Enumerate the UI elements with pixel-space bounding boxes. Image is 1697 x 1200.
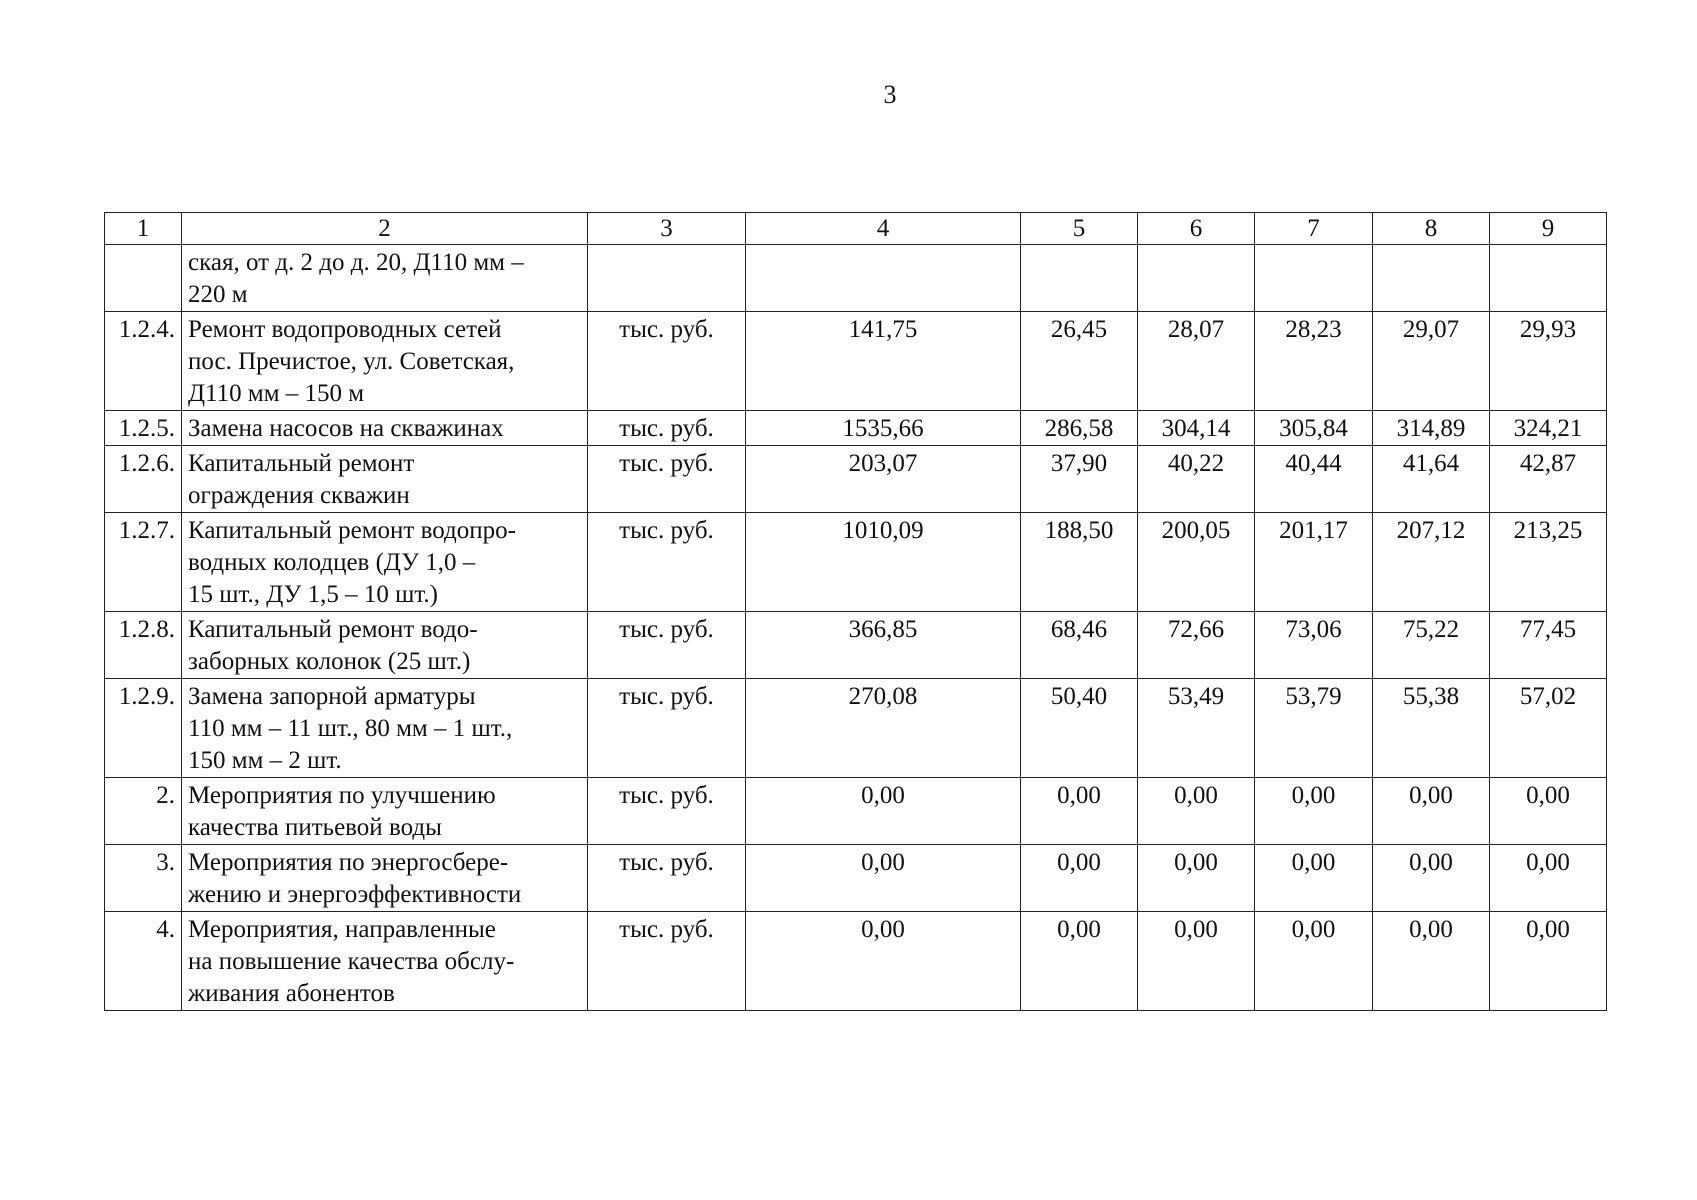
row-name-line: ограждения скважин	[188, 482, 410, 509]
header-cell-9: 9	[1490, 213, 1607, 245]
row-unit-cell: тыс. руб.	[588, 612, 746, 679]
row-value-cell: 68,46	[1021, 612, 1138, 679]
row-value-cell: 0,00	[746, 845, 1021, 912]
row-value-cell: 37,90	[1021, 446, 1138, 513]
row-unit-cell: тыс. руб.	[588, 513, 746, 612]
row-value-cell: 270,08	[746, 679, 1021, 778]
table-row	[105, 312, 1607, 411]
row-name-line: Капитальный ремонт водо-	[188, 616, 478, 643]
row-value-cell: 0,00	[1490, 912, 1607, 1011]
row-name-line: Ремонт водопроводных сетей	[188, 316, 502, 343]
row-value-cell: 53,49	[1138, 679, 1255, 778]
table-row	[105, 612, 1607, 679]
row-name-line: ская, от д. 2 до д. 20, Д110 мм –	[188, 249, 524, 276]
row-unit-cell: тыс. руб.	[588, 411, 746, 446]
row-value-cell: 0,00	[1490, 778, 1607, 845]
row-value-cell: 55,38	[1373, 679, 1490, 778]
row-name-cell	[182, 513, 588, 612]
row-value-cell: 0,00	[1373, 778, 1490, 845]
row-name-cell	[182, 679, 588, 778]
row-name-line: Мероприятия по энергосбере-	[188, 849, 509, 876]
row-name-cell	[182, 845, 588, 912]
row-value-cell: 50,40	[1021, 679, 1138, 778]
row-value-cell: 305,84	[1255, 411, 1373, 446]
table-row	[105, 679, 1607, 778]
table-row	[105, 845, 1607, 912]
row-name-cell	[182, 411, 588, 446]
row-name-line: Мероприятия, направленные	[188, 916, 496, 943]
row-number-cell: 1.2.7.	[105, 513, 182, 612]
row-value-cell: 213,25	[1490, 513, 1607, 612]
row-name-line: живания абонентов	[188, 980, 395, 1007]
row-value-cell: 42,87	[1490, 446, 1607, 513]
row-name-cell	[182, 778, 588, 845]
row-value-cell: 314,89	[1373, 411, 1490, 446]
row-name-cell	[182, 245, 588, 312]
row-name-line: Замена запорной арматуры	[188, 683, 476, 710]
row-name-line: водных колодцев (ДУ 1,0 –	[188, 549, 476, 576]
table-row	[105, 245, 1607, 312]
row-value-cell: 141,75	[746, 312, 1021, 411]
table-row	[105, 411, 1607, 446]
row-value-cell	[1138, 245, 1255, 312]
row-value-cell: 0,00	[1255, 845, 1373, 912]
table-row	[105, 912, 1607, 1011]
row-name-line: Капитальный ремонт водопро-	[188, 517, 516, 544]
row-value-cell: 0,00	[1373, 845, 1490, 912]
row-value-cell: 29,07	[1373, 312, 1490, 411]
row-value-cell: 201,17	[1255, 513, 1373, 612]
header-cell-5: 5	[1021, 213, 1138, 245]
row-number-cell	[105, 245, 182, 312]
row-value-cell: 75,22	[1373, 612, 1490, 679]
row-name-cell	[182, 612, 588, 679]
row-name-line: Замена насосов на скважинах	[188, 415, 504, 442]
row-number-cell: 2.	[105, 778, 182, 845]
table-row	[105, 446, 1607, 513]
row-name-line: пос. Пречистое, ул. Советская,	[188, 348, 515, 375]
row-value-cell: 0,00	[1255, 778, 1373, 845]
row-name-line: Д110 мм – 150 м	[188, 380, 365, 407]
row-number-cell: 1.2.5.	[105, 411, 182, 446]
row-value-cell: 26,45	[1021, 312, 1138, 411]
row-value-cell: 0,00	[1021, 845, 1138, 912]
row-value-cell: 304,14	[1138, 411, 1255, 446]
row-value-cell: 0,00	[1021, 912, 1138, 1011]
row-name-cell	[182, 912, 588, 1011]
row-value-cell: 207,12	[1373, 513, 1490, 612]
row-unit-cell: тыс. руб.	[588, 778, 746, 845]
row-value-cell	[1490, 245, 1607, 312]
row-number-cell: 1.2.6.	[105, 446, 182, 513]
table-row	[105, 513, 1607, 612]
row-value-cell: 40,44	[1255, 446, 1373, 513]
row-value-cell: 40,22	[1138, 446, 1255, 513]
row-value-cell: 1535,66	[746, 411, 1021, 446]
row-value-cell	[1255, 245, 1373, 312]
table-row	[105, 778, 1607, 845]
row-name-line: заборных колонок (25 шт.)	[188, 648, 471, 675]
row-unit-cell	[588, 245, 746, 312]
row-value-cell: 188,50	[1021, 513, 1138, 612]
row-value-cell: 0,00	[1490, 845, 1607, 912]
header-cell-2: 2	[182, 213, 588, 245]
row-unit-cell: тыс. руб.	[588, 679, 746, 778]
table-header-row	[105, 213, 1607, 245]
row-name-line: 150 мм – 2 шт.	[188, 747, 342, 774]
row-name-line: Капитальный ремонт	[188, 450, 415, 477]
row-name-line: 15 шт., ДУ 1,5 – 10 шт.)	[188, 581, 438, 608]
row-value-cell	[746, 245, 1021, 312]
row-value-cell: 324,21	[1490, 411, 1607, 446]
header-cell-8: 8	[1373, 213, 1490, 245]
row-name-line: 110 мм – 11 шт., 80 мм – 1 шт.,	[188, 715, 513, 742]
row-value-cell: 286,58	[1021, 411, 1138, 446]
row-value-cell: 0,00	[1138, 912, 1255, 1011]
row-unit-cell: тыс. руб.	[588, 446, 746, 513]
row-name-line: жению и энергоэффективности	[188, 881, 522, 908]
row-value-cell: 366,85	[746, 612, 1021, 679]
row-name-line: на повышение качества обслу-	[188, 948, 515, 975]
row-value-cell: 200,05	[1138, 513, 1255, 612]
row-value-cell: 57,02	[1490, 679, 1607, 778]
row-number-cell: 1.2.4.	[105, 312, 182, 411]
row-value-cell	[1021, 245, 1138, 312]
row-number-cell: 1.2.8.	[105, 612, 182, 679]
row-value-cell: 203,07	[746, 446, 1021, 513]
row-value-cell: 73,06	[1255, 612, 1373, 679]
row-number-cell: 4.	[105, 912, 182, 1011]
budget-table	[104, 212, 1607, 1011]
row-value-cell: 41,64	[1373, 446, 1490, 513]
row-value-cell: 0,00	[1138, 778, 1255, 845]
page-number: 3	[883, 80, 897, 109]
table-body	[105, 213, 1607, 1011]
row-unit-cell: тыс. руб.	[588, 912, 746, 1011]
row-name-line: Мероприятия по улучшению	[188, 782, 496, 809]
header-cell-7: 7	[1255, 213, 1373, 245]
row-value-cell	[1373, 245, 1490, 312]
row-name-line: 220 м	[188, 281, 248, 308]
header-cell-6: 6	[1138, 213, 1255, 245]
row-unit-cell: тыс. руб.	[588, 312, 746, 411]
row-value-cell: 29,93	[1490, 312, 1607, 411]
row-name-line: качества питьевой воды	[188, 814, 442, 841]
row-value-cell: 1010,09	[746, 513, 1021, 612]
row-name-cell	[182, 446, 588, 513]
header-cell-1: 1	[105, 213, 182, 245]
row-value-cell: 53,79	[1255, 679, 1373, 778]
row-name-cell	[182, 312, 588, 411]
row-number-cell: 1.2.9.	[105, 679, 182, 778]
row-value-cell: 0,00	[746, 912, 1021, 1011]
row-value-cell: 0,00	[1255, 912, 1373, 1011]
row-value-cell: 77,45	[1490, 612, 1607, 679]
row-value-cell: 28,07	[1138, 312, 1255, 411]
row-unit-cell: тыс. руб.	[588, 845, 746, 912]
row-value-cell: 0,00	[746, 778, 1021, 845]
row-value-cell: 0,00	[1373, 912, 1490, 1011]
header-cell-4: 4	[746, 213, 1021, 245]
row-value-cell: 28,23	[1255, 312, 1373, 411]
row-value-cell: 72,66	[1138, 612, 1255, 679]
row-value-cell: 0,00	[1021, 778, 1138, 845]
row-number-cell: 3.	[105, 845, 182, 912]
header-cell-3: 3	[588, 213, 746, 245]
row-value-cell: 0,00	[1138, 845, 1255, 912]
